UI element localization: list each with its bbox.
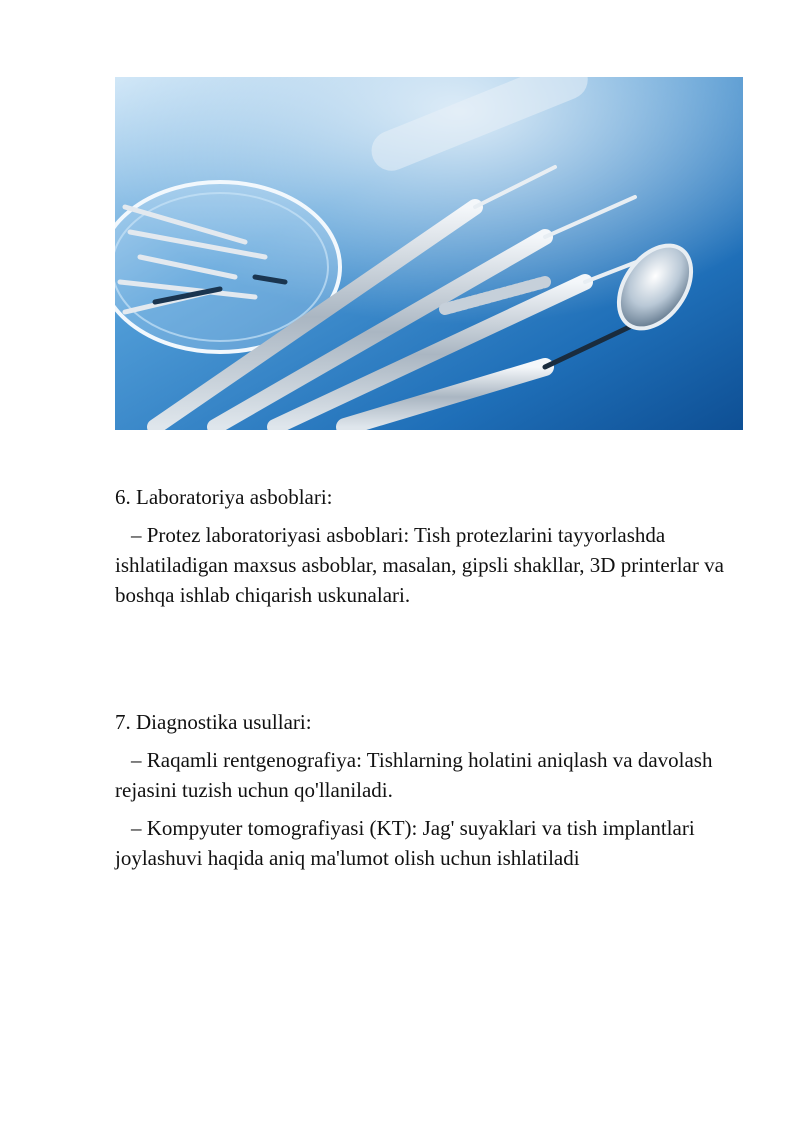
dental-instruments-photo bbox=[115, 77, 743, 430]
section-7-heading: 7. Diagnostika usullari: bbox=[115, 710, 312, 734]
section-spacer bbox=[115, 618, 743, 707]
section-6-item-1: – Protez laboratoriyasi asboblari: Tish protezlarini tayyorlashda ishlatiladigan maxsus asboblar, masalan, gipsli shakllar, 3D printerlar va boshqa ishlab chiqarish uskunalari. bbox=[115, 523, 724, 607]
document-body bbox=[115, 482, 743, 881]
section-7-item-2: – Kompyuter tomografiyasi (KT): Jag' suyaklari va tish implantlari joylashuvi haqida aniq ma'lumot olish uchun ishlatiladi bbox=[115, 816, 695, 870]
section-7-item-1: – Raqamli rentgenografiya: Tishlarning holatini aniqlash va davolash rejasini tuzish uchun qo'llaniladi. bbox=[115, 748, 713, 802]
section-6-heading: 6. Laboratoriya asboblari: bbox=[115, 485, 333, 509]
